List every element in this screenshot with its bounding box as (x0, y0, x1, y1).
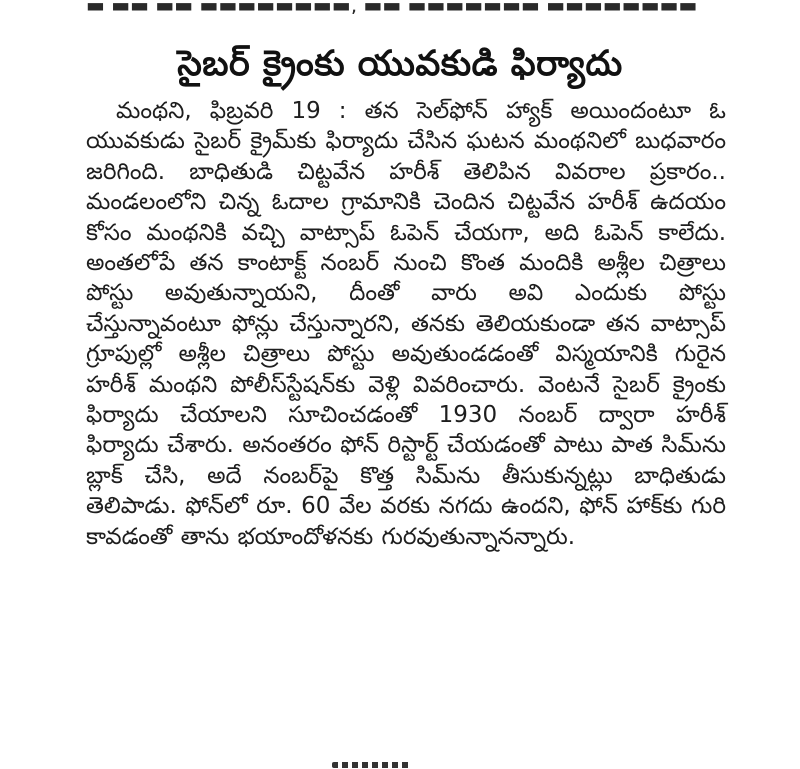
article-body: మంథని, ఫిబ్రవరి 19 : తన సెల్‌ఫోన్ హ్యాక్ అయిందంటూ ఓ యువకుడు సైబర్ క్రైమ్‌కు ఫిర్యాదు చేసిన ఘటన మంథనిలో బుధవారం జరిగింది. బాధితుడి చిట్టవేన హరీశ్ తెలిపిన వివరాల ప్రకారం.. మండలంలోని చిన్న ఓదాల గ్రామానికి చెందిన చిట్టవేన హరీశ్ ఉదయం కోసం మంథనికి వచ్చి వాట్సాప్ ఓపెన్ చేయగా, అది ఓపెన్ కాలేదు. అంతలోపే తన కాంటాక్ట్ నంబర్ నుంచి కొంత మందికి అశ్లీల చిత్రాలు పోస్టు అవుతున్నాయని, దీంతో వారు అవి ఎందుకు పోస్టు చేస్తున్నావంటూ ఫోన్లు చేస్తున్నారని, తనకు తెలియకుండా తన వాట్సాప్ గ్రూపుల్లో అశ్లీల చిత్రాలు పోస్టు అవుతుండడంతో విస్మయానికి గురైన హరీశ్ మంథని పోలీస్‌స్టేషన్‌కు వెళ్లి వివరించారు. వెంటనే సైబర్ క్రైంకు ఫిర్యాదు చేయాలని సూచించడంతో 1930 నంబర్ ద్వారా హరీశ్ ఫిర్యాదు చేశారు. అనంతరం ఫోన్ రిస్టార్ట్ చేయడంతో పాటు పాత సిమ్‌ను బ్లాక్ చేసి, అదే నంబర్‌పై కొత్త సిమ్‌ను తీసుకున్నట్లు బాధితుడు తెలిపాడు. ఫోన్‌లో రూ. 60 వేల వరకు నగదు ఉందని, ఫోన్ హాక్‌కు గురి కావడంతో తాను భయాందోళనకు గురవుతున్నానన్నారు. (86, 98, 726, 550)
previous-article-text-fragment: ▬ ▬▬ ▬▬ ▬▬▬▬▬▬▬▬, ▬▬ ▬▬▬▬▬▬▬ ▬▬▬▬▬▬▬▬ (86, 0, 698, 14)
previous-article-fragment (0, 0, 800, 14)
next-article-fragment (0, 760, 800, 769)
next-article-text-fragment (332, 762, 412, 768)
headline: సైబర్ క్రైంకు యువకుడి ఫిర్యాదు (177, 44, 623, 85)
